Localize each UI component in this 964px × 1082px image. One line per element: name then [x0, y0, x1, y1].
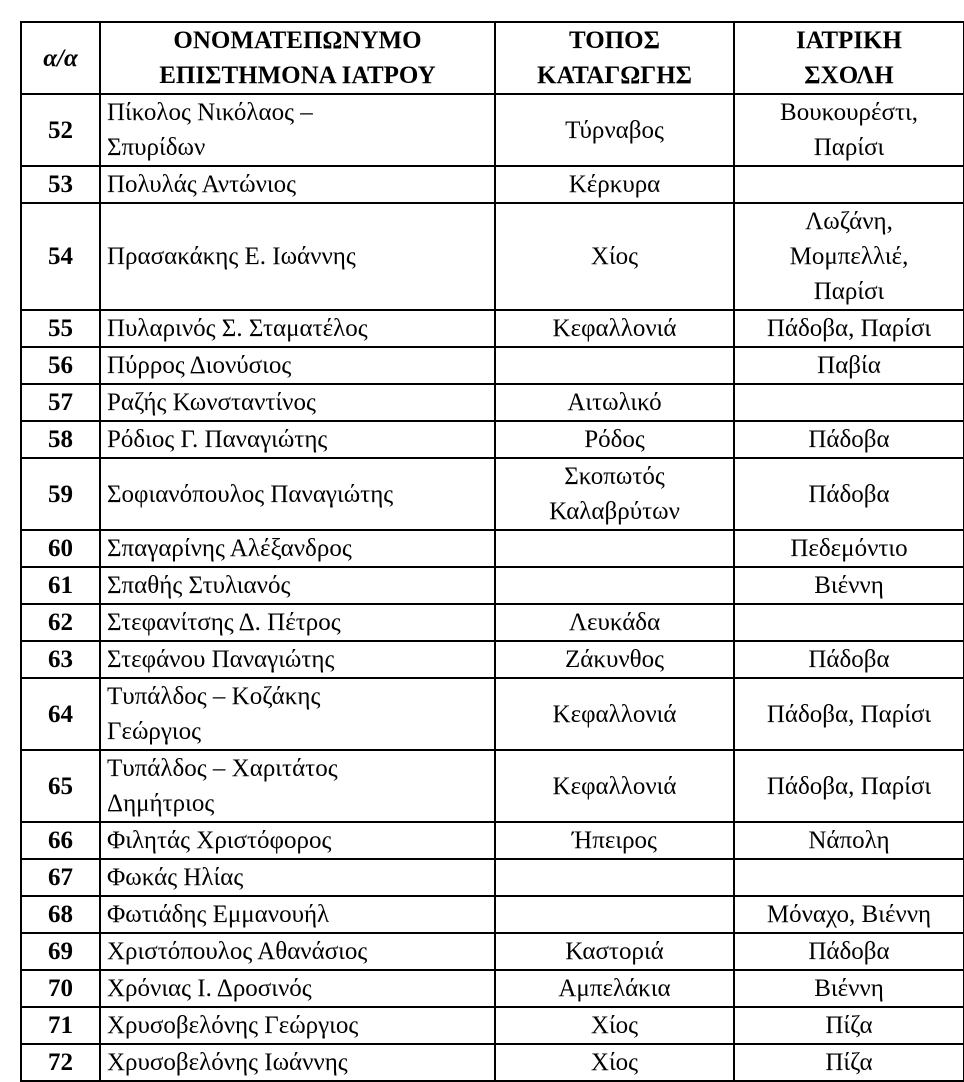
row-index: 58	[21, 421, 100, 458]
medical-school: Λωζάνη, Μομπελλιέ, Παρίσι	[734, 203, 964, 310]
row-index: 54	[21, 203, 100, 310]
table-row	[21, 822, 964, 859]
medical-school	[734, 384, 964, 421]
medical-school: Βιέννη	[734, 567, 964, 604]
place-of-origin: Χίος	[495, 1007, 734, 1044]
medical-school: Πίζα	[734, 1007, 964, 1044]
medical-school: Πάδοβα	[734, 641, 964, 678]
place-of-origin: Ήπειρος	[495, 822, 734, 859]
header-index: α/α	[21, 22, 100, 94]
doctor-name: Πρασακάκης Ε. Ιωάννης	[100, 203, 495, 310]
row-index: 61	[21, 567, 100, 604]
row-index: 52	[21, 94, 100, 166]
table-row	[21, 970, 964, 1007]
row-index: 59	[21, 458, 100, 530]
table-row	[21, 567, 964, 604]
table-row	[21, 421, 964, 458]
table-row	[21, 203, 964, 310]
doctor-name: Σπαθής Στυλιανός	[100, 567, 495, 604]
row-index: 62	[21, 604, 100, 641]
table-row	[21, 384, 964, 421]
place-of-origin: Σκοπωτός Καλαβρύτων	[495, 458, 734, 530]
doctors-table	[20, 21, 964, 1082]
medical-school	[734, 166, 964, 203]
place-of-origin	[495, 567, 734, 604]
place-of-origin: Ζάκυνθος	[495, 641, 734, 678]
medical-school: Βιέννη	[734, 970, 964, 1007]
medical-school: Πίζα	[734, 1044, 964, 1081]
table-row	[21, 347, 964, 384]
place-of-origin: Αιτωλικό	[495, 384, 734, 421]
row-index: 68	[21, 896, 100, 933]
table-row	[21, 641, 964, 678]
table-row	[21, 859, 964, 896]
place-of-origin: Κεφαλλονιά	[495, 310, 734, 347]
row-index: 70	[21, 970, 100, 1007]
medical-school: Πάδοβα, Παρίσι	[734, 310, 964, 347]
place-of-origin: Χίος	[495, 1044, 734, 1081]
place-of-origin: Κεφαλλονιά	[495, 750, 734, 822]
table-row	[21, 933, 964, 970]
place-of-origin: Αμπελάκια	[495, 970, 734, 1007]
table-row	[21, 604, 964, 641]
medical-school	[734, 604, 964, 641]
medical-school: Πάδοβα	[734, 421, 964, 458]
doctor-name: Στεφάνου Παναγιώτης	[100, 641, 495, 678]
table-row	[21, 678, 964, 750]
medical-school: Πάδοβα	[734, 933, 964, 970]
doctor-name: Στεφανίτσης Δ. Πέτρος	[100, 604, 495, 641]
doctor-name: Σπαγαρίνης Αλέξανδρος	[100, 530, 495, 567]
table-row	[21, 1044, 964, 1081]
place-of-origin: Χίος	[495, 203, 734, 310]
medical-school: Πεδεμόντιο	[734, 530, 964, 567]
table-row	[21, 750, 964, 822]
place-of-origin: Λευκάδα	[495, 604, 734, 641]
doctor-name: Τυπάλδος – Κοζάκης Γεώργιος	[100, 678, 495, 750]
doctor-name: Χρόνιας Ι. Δροσινός	[100, 970, 495, 1007]
doctor-name: Σοφιανόπουλος Παναγιώτης	[100, 458, 495, 530]
doctor-name: Χρυσοβελόνης Γεώργιος	[100, 1007, 495, 1044]
place-of-origin	[495, 530, 734, 567]
place-of-origin	[495, 347, 734, 384]
place-of-origin: Τύρναβος	[495, 94, 734, 166]
table-row	[21, 166, 964, 203]
row-index: 69	[21, 933, 100, 970]
header-row	[21, 22, 964, 94]
medical-school: Πάδοβα	[734, 458, 964, 530]
row-index: 65	[21, 750, 100, 822]
row-index: 53	[21, 166, 100, 203]
header-school: ΙΑΤΡΙΚΗ ΣΧΟΛΗ	[734, 22, 964, 94]
table-row	[21, 310, 964, 347]
doctor-name: Πολυλάς Αντώνιος	[100, 166, 495, 203]
medical-school: Μόναχο, Βιέννη	[734, 896, 964, 933]
doctor-name: Φωτιάδης Εμμανουήλ	[100, 896, 495, 933]
medical-school: Νάπολη	[734, 822, 964, 859]
doctor-name: Πίκολος Νικόλαος – Σπυρίδων	[100, 94, 495, 166]
header-name: ΟΝΟΜΑΤΕΠΩΝΥΜΟ ΕΠΙΣΤΗΜΟΝΑ ΙΑΤΡΟΥ	[100, 22, 495, 94]
table-row	[21, 530, 964, 567]
medical-school: Βουκουρέστι, Παρίσι	[734, 94, 964, 166]
row-index: 66	[21, 822, 100, 859]
row-index: 64	[21, 678, 100, 750]
row-index: 63	[21, 641, 100, 678]
place-of-origin	[495, 859, 734, 896]
place-of-origin: Κεφαλλονιά	[495, 678, 734, 750]
row-index: 67	[21, 859, 100, 896]
place-of-origin: Καστοριά	[495, 933, 734, 970]
doctor-name: Χριστόπουλος Αθανάσιος	[100, 933, 495, 970]
row-index: 57	[21, 384, 100, 421]
doctor-name: Φιλητάς Χριστόφορος	[100, 822, 495, 859]
medical-school: Πάδοβα, Παρίσι	[734, 678, 964, 750]
row-index: 72	[21, 1044, 100, 1081]
table-row	[21, 1007, 964, 1044]
doctor-name: Χρυσοβελόνης Ιωάννης	[100, 1044, 495, 1081]
doctor-name: Φωκάς Ηλίας	[100, 859, 495, 896]
row-index: 55	[21, 310, 100, 347]
row-index: 56	[21, 347, 100, 384]
doctor-name: Ραζής Κωνσταντίνος	[100, 384, 495, 421]
header-place: ΤΟΠΟΣ ΚΑΤΑΓΩΓΗΣ	[495, 22, 734, 94]
medical-school	[734, 859, 964, 896]
doctor-name: Τυπάλδος – Χαριτάτος Δημήτριος	[100, 750, 495, 822]
table-row	[21, 458, 964, 530]
row-index: 60	[21, 530, 100, 567]
table-row	[21, 896, 964, 933]
medical-school: Πάδοβα, Παρίσι	[734, 750, 964, 822]
medical-school: Παβία	[734, 347, 964, 384]
table-row	[21, 94, 964, 166]
place-of-origin	[495, 896, 734, 933]
doctor-name: Ρόδιος Γ. Παναγιώτης	[100, 421, 495, 458]
place-of-origin: Ρόδος	[495, 421, 734, 458]
doctor-name: Πυλαρινός Σ. Σταματέλος	[100, 310, 495, 347]
place-of-origin: Κέρκυρα	[495, 166, 734, 203]
row-index: 71	[21, 1007, 100, 1044]
doctor-name: Πύρρος Διονύσιος	[100, 347, 495, 384]
